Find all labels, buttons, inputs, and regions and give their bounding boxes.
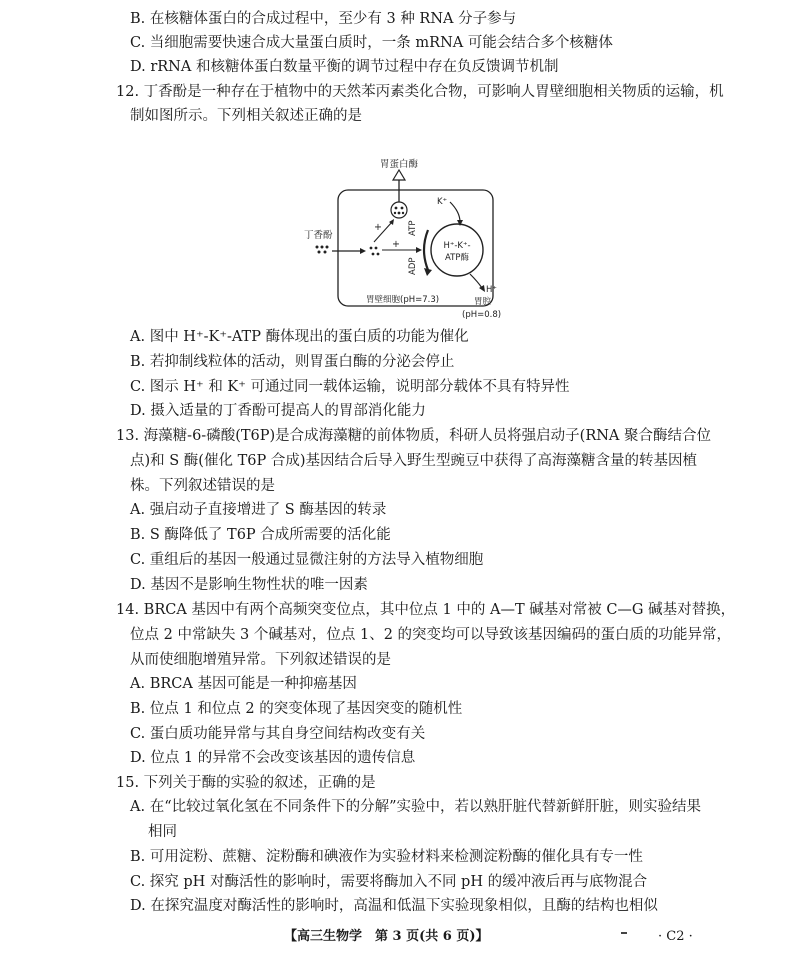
adp-label: ADP xyxy=(408,257,418,275)
q12-option-a: A. 图中 H⁺-K⁺-ATP 酶体现出的蛋白质的功能为催化 xyxy=(130,329,469,345)
q12-option-c: C. 图示 H⁺ 和 K⁺ 可通过同一载体运输，说明部分载体不具有特异性 xyxy=(130,379,570,395)
q14-stem-line-2: 位点 2 中常缺失 3 个碱基对，位点 1、2 的突变均可以导致该基因编码的蛋白质的功能异常， xyxy=(130,627,732,643)
q15-option-b: B. 可用淀粉、蔗糖、淀粉酶和碘液作为实验材料来检测淀粉酶的催化具有专一性 xyxy=(130,849,643,865)
atp-label: ATP xyxy=(408,220,418,236)
atp-to-adp-arrow xyxy=(424,230,428,270)
pump-label-line-2: ATP酶 xyxy=(445,253,469,263)
potassium-in-arrow xyxy=(450,202,460,222)
pepsin-vesicle xyxy=(391,202,407,218)
proton-label: H⁺ xyxy=(486,285,497,295)
q12-option-b: B. 若抑制线粒体的活动，则胃蛋白酶的分泌会停止 xyxy=(130,354,455,370)
q14-stem-line-1: 14. BRCA 基因中有两个高频突变位点，其中位点 1 中的 A—T 碱基对常被 C—G 碱基对替换， xyxy=(116,602,736,618)
q15-option-c: C. 探究 pH 对酶活性的影响时，需要将酶加入不同 pH 的缓冲液后再与底物混合 xyxy=(130,874,648,890)
eugenol-label: 丁香酚 xyxy=(304,230,333,241)
footer-dash xyxy=(621,932,627,934)
q12-stem-line-2: 制如图所示。下列相关叙述正确的是 xyxy=(130,108,362,124)
q13-stem-line-1: 13. 海藻糖-6-磷酸(T6P)是合成海藻糖的前体物质，科研人员将强启动子(RNA 聚合酶结合位 xyxy=(116,428,711,444)
q15-option-d: D. 在探究温度对酶活性的影响时，高温和低温下实验现象相似，且酶的结构也相似 xyxy=(130,898,658,914)
q13-option-b: B. S 酶降低了 T6P 合成所需要的活化能 xyxy=(130,527,391,543)
potassium-label: K⁺ xyxy=(437,197,448,207)
q12-stem-line-1: 12. 丁香酚是一种存在于植物中的天然苯丙素类化合物，可影响人胃壁细胞相关物质的运输，机 xyxy=(116,84,724,100)
plus-sign-1: + xyxy=(374,222,382,233)
q14-option-b: B. 位点 1 和位点 2 的突变体现了基因突变的随机性 xyxy=(130,701,463,717)
q15-option-a-line-2: 相同 xyxy=(148,824,177,840)
q11-option-c: C. 当细胞需要快速合成大量蛋白质时，一条 mRNA 可能会结合多个核糖体 xyxy=(130,35,613,51)
q13-option-a: A. 强启动子直接增进了 S 酶基因的转录 xyxy=(130,502,387,518)
q12-option-d: D. 摄入适量的丁香酚可提高人的胃部消化能力 xyxy=(130,403,426,419)
lumen-ph-label: (pH=0.8) xyxy=(462,310,502,320)
lumen-label: 胃腔 xyxy=(474,297,492,307)
q13-stem-line-2: 点)和 S 酶(催化 T6P 合成)基因结合后导入野生型豌豆中获得了高海藻糖含量的转基因植 xyxy=(130,453,697,469)
page-footer-code: · C2 · xyxy=(658,929,693,944)
q14-option-d: D. 位点 1 的异常不会改变该基因的遗传信息 xyxy=(130,750,416,766)
q14-option-a: A. BRCA 基因可能是一种抑癌基因 xyxy=(130,676,357,692)
q12-diagram xyxy=(300,159,510,324)
q15-option-a-line-1: A. 在“比较过氧化氢在不同条件下的分解”实验中，若以熟肝脏代替新鲜肝脏，则实验结果 xyxy=(130,799,702,815)
plus-sign-2: + xyxy=(392,239,400,250)
pump-label-line-1: H⁺-K⁺- xyxy=(443,241,471,251)
q13-stem-line-3: 株。下列叙述错误的是 xyxy=(130,478,275,494)
q13-option-c: C. 重组后的基因一般通过显微注射的方法导入植物细胞 xyxy=(130,552,484,568)
proton-out-arrow xyxy=(470,274,482,288)
pepsin-arrow-head xyxy=(393,170,405,180)
q13-option-d: D. 基因不是影响生物性状的唯一因素 xyxy=(130,577,368,593)
page-footer-label: 【高三生物学 第 3 页(共 6 页)】 xyxy=(284,929,489,944)
q15-stem: 15. 下列关于酶的实验的叙述，正确的是 xyxy=(116,775,376,791)
q11-option-b: B. 在核糖体蛋白的合成过程中，至少有 3 种 RNA 分子参与 xyxy=(130,11,517,27)
q11-option-d: D. rRNA 和核糖体蛋白数量平衡的调节过程中存在负反馈调节机制 xyxy=(130,59,559,75)
q14-stem-line-3: 从而使细胞增殖异常。下列叙述错误的是 xyxy=(130,652,391,668)
cell-ph-label: 胃壁细胞(pH=7.3) xyxy=(366,295,440,305)
pepsin-label: 胃蛋白酶 xyxy=(379,159,419,170)
q14-option-c: C. 蛋白质功能异常与其自身空间结构改变有关 xyxy=(130,726,426,742)
